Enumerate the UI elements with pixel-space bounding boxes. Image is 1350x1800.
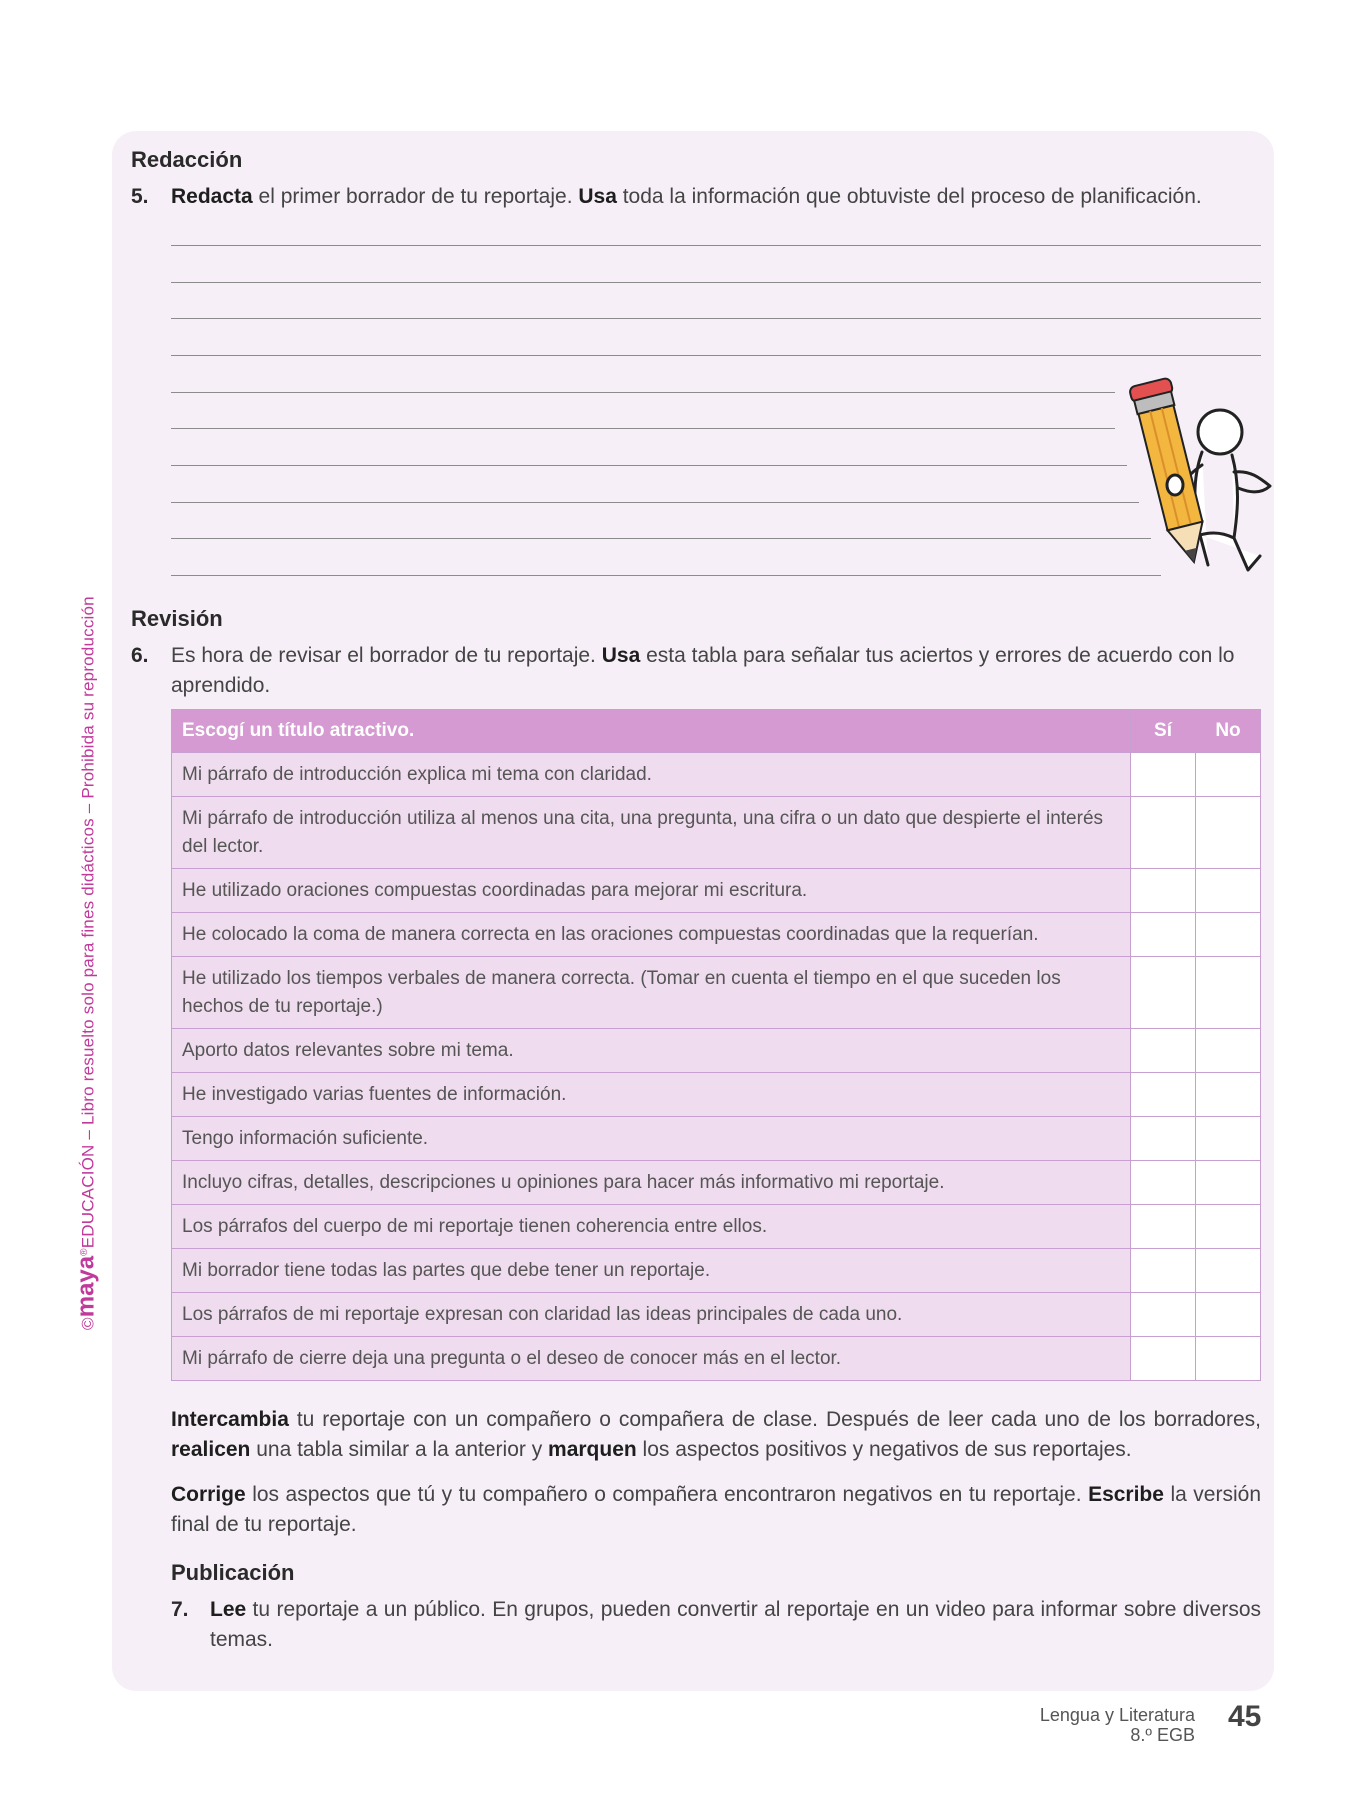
- figure-hand: [1167, 475, 1183, 495]
- brand-name: maya: [72, 1255, 100, 1318]
- writing-line[interactable]: [171, 538, 1151, 539]
- writing-line[interactable]: [171, 465, 1127, 466]
- instruction-6: [131, 641, 1271, 701]
- section-heading-publicacion: Publicación: [171, 1560, 295, 1585]
- yes-checkbox[interactable]: [1131, 797, 1196, 869]
- header-no: No: [1196, 710, 1261, 753]
- correct-paragraph: [171, 1480, 1261, 1540]
- yes-checkbox[interactable]: [1131, 1161, 1196, 1205]
- verb-corrige: Corrige: [171, 1483, 246, 1506]
- copyright-notice: [68, 470, 102, 1330]
- criterion-cell: Los párrafos del cuerpo de mi reportaje tienen coherencia entre ellos.: [172, 1205, 1131, 1249]
- verb-realicen: realicen: [171, 1438, 251, 1461]
- no-checkbox[interactable]: [1196, 1029, 1261, 1073]
- section-heading-redaccion: Redacción: [131, 147, 243, 172]
- no-checkbox[interactable]: [1196, 1161, 1261, 1205]
- yes-checkbox[interactable]: [1131, 913, 1196, 957]
- paragraph-text: una tabla similar a la anterior y: [250, 1438, 549, 1461]
- table-row: [172, 753, 1261, 797]
- verb-escribe: Escribe: [1088, 1483, 1164, 1506]
- pencil-figure-illustration: [1110, 360, 1290, 580]
- no-checkbox[interactable]: [1196, 1249, 1261, 1293]
- no-checkbox[interactable]: [1196, 1117, 1261, 1161]
- paragraph-text: la versión final de tu reportaje.: [171, 1483, 1261, 1536]
- table-row: [172, 797, 1261, 869]
- instruction-text: esta tabla para señalar tus aciertos y errores de acuerdo con lo aprendido.: [171, 644, 1235, 697]
- instruction-text: tu reportaje a un público. En grupos, pueden convertir al reportaje en un video para informar sobre diversos temas.: [210, 1598, 1261, 1651]
- table-row: [172, 1029, 1261, 1073]
- criterion-cell: Incluyo cifras, detalles, descripciones u opiniones para hacer más informativo mi reportaje.: [172, 1161, 1131, 1205]
- table-row: [172, 1205, 1261, 1249]
- no-checkbox[interactable]: [1196, 869, 1261, 913]
- table-row: [172, 913, 1261, 957]
- verb-intercambia: Intercambia: [171, 1408, 289, 1431]
- paragraph-text: los aspectos positivos y negativos de sus reportajes.: [636, 1438, 1132, 1461]
- writing-line[interactable]: [171, 245, 1261, 246]
- instruction-text: el primer borrador de tu reportaje.: [252, 185, 579, 208]
- writing-line[interactable]: [171, 282, 1261, 283]
- grade-level: 8.º EGB: [1130, 1725, 1195, 1745]
- yes-checkbox[interactable]: [1131, 869, 1196, 913]
- subject-name: Lengua y Literatura: [1039, 1705, 1195, 1725]
- criterion-cell: Mi párrafo de introducción explica mi tema con claridad.: [172, 753, 1131, 797]
- section-heading-revision: Revisión: [131, 606, 223, 631]
- no-checkbox[interactable]: [1196, 1337, 1261, 1381]
- footer-subject: [1040, 1705, 1195, 1745]
- writing-line[interactable]: [171, 428, 1115, 429]
- table-row: [172, 1337, 1261, 1381]
- writing-line[interactable]: [171, 575, 1161, 576]
- table-row: [172, 869, 1261, 913]
- copyright-text: EDUCACIÓN – Libro resuelto solo para fines didácticos – Prohibida su reproducción: [78, 596, 98, 1249]
- instruction-5: [131, 182, 1271, 212]
- criterion-cell: He colocado la coma de manera correcta en las oraciones compuestas coordinadas que la requerían.: [172, 913, 1131, 957]
- no-checkbox[interactable]: [1196, 753, 1261, 797]
- exchange-paragraph: [171, 1405, 1261, 1465]
- table-row: [172, 1249, 1261, 1293]
- item-number: 6.: [131, 644, 149, 667]
- paragraph-text: tu reportaje con un compañero o compañera de clase. Después de leer cada uno de los borradores,: [288, 1408, 1261, 1431]
- yes-checkbox[interactable]: [1131, 753, 1196, 797]
- table-row: [172, 1161, 1261, 1205]
- copyright-symbol: ©: [78, 1317, 98, 1330]
- criterion-cell: He investigado varias fuentes de información.: [172, 1073, 1131, 1117]
- yes-checkbox[interactable]: [1131, 1029, 1196, 1073]
- header-criterion: Escogí un título atractivo.: [172, 710, 1131, 753]
- no-checkbox[interactable]: [1196, 1293, 1261, 1337]
- criterion-cell: Mi párrafo de cierre deja una pregunta o el deseo de conocer más en el lector.: [172, 1337, 1131, 1381]
- no-checkbox[interactable]: [1196, 797, 1261, 869]
- page-number: 45: [1228, 1700, 1262, 1733]
- yes-checkbox[interactable]: [1131, 1293, 1196, 1337]
- criterion-cell: Mi párrafo de introducción utiliza al menos una cita, una pregunta, una cifra o un dato que despierte el interés del lector.: [172, 797, 1131, 869]
- table-row: [172, 1073, 1261, 1117]
- instruction-7: [171, 1595, 1261, 1655]
- table-header-row: [172, 710, 1261, 753]
- criterion-cell: Aporto datos relevantes sobre mi tema.: [172, 1029, 1131, 1073]
- criterion-cell: Los párrafos de mi reportaje expresan con claridad las ideas principales de cada uno.: [172, 1293, 1131, 1337]
- no-checkbox[interactable]: [1196, 1073, 1261, 1117]
- verb-usa: Usa: [578, 185, 617, 208]
- item-number: 5.: [131, 185, 149, 208]
- no-checkbox[interactable]: [1196, 1205, 1261, 1249]
- instruction-text: toda la información que obtuviste del proceso de planificación.: [616, 185, 1202, 208]
- yes-checkbox[interactable]: [1131, 957, 1196, 1029]
- registered-symbol: ®: [79, 1248, 90, 1256]
- yes-checkbox[interactable]: [1131, 1249, 1196, 1293]
- verb-marquen: marquen: [548, 1438, 637, 1461]
- verb-redacta: Redacta: [171, 185, 253, 208]
- yes-checkbox[interactable]: [1131, 1117, 1196, 1161]
- writing-line[interactable]: [171, 355, 1261, 356]
- yes-checkbox[interactable]: [1131, 1205, 1196, 1249]
- verb-usa: Usa: [601, 644, 641, 667]
- paragraph-text: los aspectos que tú y tu compañero o compañera encontraron negativos en tu reportaje.: [245, 1483, 1089, 1506]
- criterion-cell: Mi borrador tiene todas las partes que debe tener un reportaje.: [172, 1249, 1131, 1293]
- instruction-text: Es hora de revisar el borrador de tu reportaje.: [171, 644, 602, 667]
- writing-line[interactable]: [171, 502, 1139, 503]
- yes-checkbox[interactable]: [1131, 1073, 1196, 1117]
- criterion-cell: He utilizado los tiempos verbales de manera correcta. (Tomar en cuenta el tiempo en el que suceden los hechos de tu reportaje.): [172, 957, 1131, 1029]
- criterion-cell: Tengo información suficiente.: [172, 1117, 1131, 1161]
- writing-line[interactable]: [171, 318, 1261, 319]
- table-row: [172, 1293, 1261, 1337]
- verb-lee: Lee: [210, 1598, 247, 1621]
- criterion-cell: He utilizado oraciones compuestas coordinadas para mejorar mi escritura.: [172, 869, 1131, 913]
- yes-checkbox[interactable]: [1131, 1337, 1196, 1381]
- table-row: [172, 1117, 1261, 1161]
- table-row: [172, 957, 1261, 1029]
- writing-line[interactable]: [171, 392, 1115, 393]
- no-checkbox[interactable]: [1196, 913, 1261, 957]
- no-checkbox[interactable]: [1196, 957, 1261, 1029]
- revision-checklist-table: [171, 709, 1261, 1381]
- header-yes: Sí: [1131, 710, 1196, 753]
- item-number: 7.: [171, 1598, 189, 1621]
